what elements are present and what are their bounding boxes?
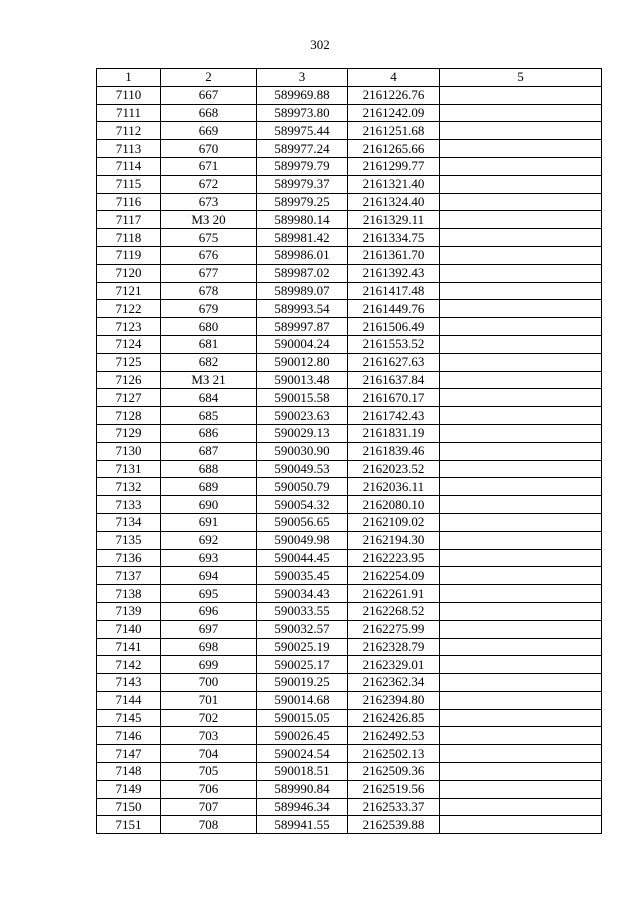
table-cell-col-4: 2161506.49 bbox=[348, 318, 440, 336]
table-cell-col-1: 7115 bbox=[97, 175, 161, 193]
table-cell-col-1: 7123 bbox=[97, 318, 161, 336]
table-cell-col-3: 589979.25 bbox=[257, 193, 348, 211]
table-cell-col-2: 692 bbox=[161, 531, 257, 549]
table-cell-col-1: 7120 bbox=[97, 264, 161, 282]
table-row bbox=[97, 709, 602, 727]
table-row bbox=[97, 620, 602, 638]
table-cell-col-2: МЗ 20 bbox=[161, 211, 257, 229]
table-cell-col-4: 2161329.11 bbox=[348, 211, 440, 229]
table-cell-col-5 bbox=[440, 531, 602, 549]
table-cell-col-3: 589987.02 bbox=[257, 264, 348, 282]
table-cell-col-2: 707 bbox=[161, 798, 257, 816]
table-cell-col-2: 693 bbox=[161, 549, 257, 567]
table-cell-col-2: 671 bbox=[161, 157, 257, 175]
table-row bbox=[97, 638, 602, 656]
table-cell-col-2: 698 bbox=[161, 638, 257, 656]
table-cell-col-5 bbox=[440, 371, 602, 389]
table-cell-col-3: 590015.05 bbox=[257, 709, 348, 727]
table-cell-col-1: 7124 bbox=[97, 335, 161, 353]
table-cell-col-3: 590056.65 bbox=[257, 513, 348, 531]
table-cell-col-5 bbox=[440, 122, 602, 140]
table-row bbox=[97, 175, 602, 193]
table-cell-col-3: 590026.45 bbox=[257, 727, 348, 745]
table-cell-col-3: 590029.13 bbox=[257, 424, 348, 442]
table-cell-col-4: 2161637.84 bbox=[348, 371, 440, 389]
table-cell-col-1: 7116 bbox=[97, 193, 161, 211]
table-cell-col-3: 590012.80 bbox=[257, 353, 348, 371]
table-cell-col-5 bbox=[440, 353, 602, 371]
table-cell-col-5 bbox=[440, 282, 602, 300]
table-cell-col-3: 590014.68 bbox=[257, 691, 348, 709]
table-cell-col-1: 7134 bbox=[97, 513, 161, 531]
table-cell-col-2: 686 bbox=[161, 424, 257, 442]
table-row bbox=[97, 531, 602, 549]
table-cell-col-1: 7151 bbox=[97, 816, 161, 834]
table-cell-col-4: 2162509.36 bbox=[348, 763, 440, 781]
table-cell-col-5 bbox=[440, 140, 602, 158]
table-cell-col-4: 2161449.76 bbox=[348, 300, 440, 318]
table-row bbox=[97, 104, 602, 122]
table-cell-col-3: 589990.84 bbox=[257, 780, 348, 798]
table-cell-col-2: 704 bbox=[161, 745, 257, 763]
table-cell-col-2: 694 bbox=[161, 567, 257, 585]
table-row bbox=[97, 389, 602, 407]
table-cell-col-4: 2161226.76 bbox=[348, 86, 440, 104]
table-cell-col-3: 589997.87 bbox=[257, 318, 348, 336]
table-row bbox=[97, 691, 602, 709]
table-cell-col-2: 700 bbox=[161, 674, 257, 692]
table-cell-col-1: 7131 bbox=[97, 460, 161, 478]
table-cell-col-2: 702 bbox=[161, 709, 257, 727]
table-cell-col-2: 695 bbox=[161, 585, 257, 603]
table-cell-col-2: 703 bbox=[161, 727, 257, 745]
table-cell-col-4: 2162502.13 bbox=[348, 745, 440, 763]
table-cell-col-2: 699 bbox=[161, 656, 257, 674]
table-cell-col-2: 706 bbox=[161, 780, 257, 798]
table-row bbox=[97, 585, 602, 603]
table-cell-col-1: 7126 bbox=[97, 371, 161, 389]
table-cell-col-2: 697 bbox=[161, 620, 257, 638]
table-cell-col-4: 2162492.53 bbox=[348, 727, 440, 745]
table-cell-col-5 bbox=[440, 602, 602, 620]
table-row bbox=[97, 140, 602, 158]
table-cell-col-3: 590025.17 bbox=[257, 656, 348, 674]
table-cell-col-1: 7117 bbox=[97, 211, 161, 229]
table-cell-col-3: 589941.55 bbox=[257, 816, 348, 834]
table-cell-col-4: 2162023.52 bbox=[348, 460, 440, 478]
table-cell-col-2: 677 bbox=[161, 264, 257, 282]
table-cell-col-1: 7143 bbox=[97, 674, 161, 692]
table-cell-col-4: 2161839.46 bbox=[348, 442, 440, 460]
table-cell-col-5 bbox=[440, 193, 602, 211]
table-cell-col-3: 589979.79 bbox=[257, 157, 348, 175]
table-cell-col-5 bbox=[440, 86, 602, 104]
table-cell-col-2: 673 bbox=[161, 193, 257, 211]
table-cell-col-2: 688 bbox=[161, 460, 257, 478]
table-row bbox=[97, 478, 602, 496]
table-cell-col-1: 7149 bbox=[97, 780, 161, 798]
table-cell-col-4: 2162394.80 bbox=[348, 691, 440, 709]
table-cell-col-4: 2162539.88 bbox=[348, 816, 440, 834]
table-cell-col-1: 7110 bbox=[97, 86, 161, 104]
column-header-2: 2 bbox=[161, 69, 257, 87]
table-row bbox=[97, 798, 602, 816]
table-cell-col-5 bbox=[440, 567, 602, 585]
table-cell-col-3: 590004.24 bbox=[257, 335, 348, 353]
table-cell-col-4: 2162362.34 bbox=[348, 674, 440, 692]
table-cell-col-5 bbox=[440, 745, 602, 763]
table-cell-col-2: 690 bbox=[161, 496, 257, 514]
table-cell-col-3: 590015.58 bbox=[257, 389, 348, 407]
table-row bbox=[97, 407, 602, 425]
table-cell-col-4: 2162109.02 bbox=[348, 513, 440, 531]
table-cell-col-4: 2162254.09 bbox=[348, 567, 440, 585]
table-cell-col-1: 7144 bbox=[97, 691, 161, 709]
table-row bbox=[97, 442, 602, 460]
table-cell-col-4: 2161242.09 bbox=[348, 104, 440, 122]
table-row bbox=[97, 300, 602, 318]
table-cell-col-1: 7111 bbox=[97, 104, 161, 122]
table-cell-col-4: 2162519.56 bbox=[348, 780, 440, 798]
table-cell-col-1: 7138 bbox=[97, 585, 161, 603]
column-header-1: 1 bbox=[97, 69, 161, 87]
table-cell-col-2: 705 bbox=[161, 763, 257, 781]
table-cell-col-5 bbox=[440, 211, 602, 229]
table-cell-col-1: 7140 bbox=[97, 620, 161, 638]
table-cell-col-5 bbox=[440, 691, 602, 709]
table-cell-col-5 bbox=[440, 496, 602, 514]
table-cell-col-5 bbox=[440, 674, 602, 692]
table-cell-col-5 bbox=[440, 549, 602, 567]
table-cell-col-1: 7139 bbox=[97, 602, 161, 620]
table-cell-col-1: 7114 bbox=[97, 157, 161, 175]
table-cell-col-1: 7118 bbox=[97, 229, 161, 247]
table-cell-col-2: 689 bbox=[161, 478, 257, 496]
table-cell-col-2: 685 bbox=[161, 407, 257, 425]
column-header-5: 5 bbox=[440, 69, 602, 87]
table-cell-col-1: 7121 bbox=[97, 282, 161, 300]
table-row bbox=[97, 157, 602, 175]
table-row bbox=[97, 460, 602, 478]
table-cell-col-1: 7127 bbox=[97, 389, 161, 407]
table-cell-col-1: 7128 bbox=[97, 407, 161, 425]
table-cell-col-3: 590049.53 bbox=[257, 460, 348, 478]
table-cell-col-4: 2161361.70 bbox=[348, 246, 440, 264]
table-cell-col-4: 2162223.95 bbox=[348, 549, 440, 567]
table-cell-col-5 bbox=[440, 478, 602, 496]
table-cell-col-2: 681 bbox=[161, 335, 257, 353]
table-row bbox=[97, 229, 602, 247]
table-cell-col-3: 589969.88 bbox=[257, 86, 348, 104]
table-cell-col-5 bbox=[440, 460, 602, 478]
table-cell-col-1: 7137 bbox=[97, 567, 161, 585]
table-cell-col-2: 676 bbox=[161, 246, 257, 264]
table-cell-col-4: 2162080.10 bbox=[348, 496, 440, 514]
table-cell-col-4: 2161321.40 bbox=[348, 175, 440, 193]
column-header-3: 3 bbox=[257, 69, 348, 87]
column-header-4: 4 bbox=[348, 69, 440, 87]
table-row bbox=[97, 549, 602, 567]
table-cell-col-1: 7150 bbox=[97, 798, 161, 816]
table-row bbox=[97, 193, 602, 211]
table-cell-col-3: 589977.24 bbox=[257, 140, 348, 158]
table-cell-col-1: 7113 bbox=[97, 140, 161, 158]
table-cell-col-2: 669 bbox=[161, 122, 257, 140]
table-cell-col-5 bbox=[440, 638, 602, 656]
table-cell-col-2: 696 bbox=[161, 602, 257, 620]
table-cell-col-5 bbox=[440, 727, 602, 745]
table-cell-col-1: 7142 bbox=[97, 656, 161, 674]
table-row bbox=[97, 335, 602, 353]
table-row bbox=[97, 424, 602, 442]
table-cell-col-3: 590013.48 bbox=[257, 371, 348, 389]
table-cell-col-1: 7136 bbox=[97, 549, 161, 567]
table-cell-col-3: 590030.90 bbox=[257, 442, 348, 460]
coordinates-table bbox=[96, 68, 602, 834]
table-row bbox=[97, 656, 602, 674]
header-row bbox=[97, 69, 602, 87]
table-cell-col-3: 590018.51 bbox=[257, 763, 348, 781]
table-row bbox=[97, 211, 602, 229]
table-cell-col-5 bbox=[440, 104, 602, 122]
table-row bbox=[97, 318, 602, 336]
table-cell-col-3: 589946.34 bbox=[257, 798, 348, 816]
table-cell-col-3: 590019.25 bbox=[257, 674, 348, 692]
table-cell-col-2: МЗ 21 bbox=[161, 371, 257, 389]
table-cell-col-2: 684 bbox=[161, 389, 257, 407]
table-cell-col-5 bbox=[440, 246, 602, 264]
table-row bbox=[97, 513, 602, 531]
table-cell-col-4: 2162268.52 bbox=[348, 602, 440, 620]
table-cell-col-4: 2162328.79 bbox=[348, 638, 440, 656]
table-cell-col-3: 590035.45 bbox=[257, 567, 348, 585]
table-cell-col-1: 7146 bbox=[97, 727, 161, 745]
table-cell-col-4: 2161334.75 bbox=[348, 229, 440, 247]
table-cell-col-3: 589980.14 bbox=[257, 211, 348, 229]
table-row bbox=[97, 674, 602, 692]
table-cell-col-5 bbox=[440, 389, 602, 407]
table-row bbox=[97, 567, 602, 585]
table-cell-col-2: 670 bbox=[161, 140, 257, 158]
table-cell-col-3: 589993.54 bbox=[257, 300, 348, 318]
table-row bbox=[97, 496, 602, 514]
table-cell-col-4: 2161417.48 bbox=[348, 282, 440, 300]
table-row bbox=[97, 122, 602, 140]
table-cell-col-2: 682 bbox=[161, 353, 257, 371]
table-cell-col-5 bbox=[440, 300, 602, 318]
table-cell-col-2: 691 bbox=[161, 513, 257, 531]
table-cell-col-4: 2161831.19 bbox=[348, 424, 440, 442]
table-cell-col-3: 589975.44 bbox=[257, 122, 348, 140]
table-cell-col-1: 7145 bbox=[97, 709, 161, 727]
table-cell-col-5 bbox=[440, 442, 602, 460]
table-cell-col-3: 590032.57 bbox=[257, 620, 348, 638]
table-cell-col-1: 7147 bbox=[97, 745, 161, 763]
table-cell-col-5 bbox=[440, 816, 602, 834]
table-row bbox=[97, 282, 602, 300]
table-cell-col-1: 7135 bbox=[97, 531, 161, 549]
table-cell-col-3: 589981.42 bbox=[257, 229, 348, 247]
table-cell-col-1: 7112 bbox=[97, 122, 161, 140]
table-cell-col-5 bbox=[440, 709, 602, 727]
table-cell-col-2: 672 bbox=[161, 175, 257, 193]
table-cell-col-5 bbox=[440, 157, 602, 175]
table-cell-col-2: 701 bbox=[161, 691, 257, 709]
table-cell-col-5 bbox=[440, 620, 602, 638]
table-cell-col-5 bbox=[440, 513, 602, 531]
table-cell-col-4: 2162261.91 bbox=[348, 585, 440, 603]
table-cell-col-4: 2162533.37 bbox=[348, 798, 440, 816]
table-cell-col-5 bbox=[440, 656, 602, 674]
table-cell-col-3: 590025.19 bbox=[257, 638, 348, 656]
table-cell-col-5 bbox=[440, 407, 602, 425]
table-cell-col-4: 2161742.43 bbox=[348, 407, 440, 425]
table-cell-col-1: 7148 bbox=[97, 763, 161, 781]
page-number: 302 bbox=[310, 37, 330, 52]
table-cell-col-4: 2161627.63 bbox=[348, 353, 440, 371]
table-cell-col-2: 679 bbox=[161, 300, 257, 318]
table-cell-col-1: 7122 bbox=[97, 300, 161, 318]
table-cell-col-2: 687 bbox=[161, 442, 257, 460]
table-cell-col-1: 7119 bbox=[97, 246, 161, 264]
table-cell-col-3: 590050.79 bbox=[257, 478, 348, 496]
table-cell-col-5 bbox=[440, 585, 602, 603]
table-row bbox=[97, 371, 602, 389]
table-row bbox=[97, 745, 602, 763]
table-cell-col-3: 590023.63 bbox=[257, 407, 348, 425]
table-row bbox=[97, 246, 602, 264]
table-cell-col-1: 7132 bbox=[97, 478, 161, 496]
table-row bbox=[97, 602, 602, 620]
table-cell-col-4: 2162329.01 bbox=[348, 656, 440, 674]
table-cell-col-5 bbox=[440, 335, 602, 353]
table-cell-col-5 bbox=[440, 229, 602, 247]
table-cell-col-2: 708 bbox=[161, 816, 257, 834]
table-cell-col-3: 589986.01 bbox=[257, 246, 348, 264]
table-row bbox=[97, 816, 602, 834]
table-cell-col-1: 7130 bbox=[97, 442, 161, 460]
table-body bbox=[97, 86, 602, 833]
table-cell-col-5 bbox=[440, 780, 602, 798]
table-cell-col-4: 2161553.52 bbox=[348, 335, 440, 353]
table-cell-col-4: 2161299.77 bbox=[348, 157, 440, 175]
table-cell-col-1: 7141 bbox=[97, 638, 161, 656]
table-cell-col-3: 590049.98 bbox=[257, 531, 348, 549]
table-cell-col-5 bbox=[440, 264, 602, 282]
table-row bbox=[97, 727, 602, 745]
table-cell-col-5 bbox=[440, 763, 602, 781]
table-row bbox=[97, 353, 602, 371]
table-cell-col-5 bbox=[440, 175, 602, 193]
table-cell-col-4: 2161324.40 bbox=[348, 193, 440, 211]
table-cell-col-4: 2161251.68 bbox=[348, 122, 440, 140]
table-cell-col-4: 2162036.11 bbox=[348, 478, 440, 496]
table-row bbox=[97, 780, 602, 798]
table-cell-col-2: 678 bbox=[161, 282, 257, 300]
table-row bbox=[97, 763, 602, 781]
table-cell-col-3: 590044.45 bbox=[257, 549, 348, 567]
table-cell-col-2: 675 bbox=[161, 229, 257, 247]
table-cell-col-3: 589979.37 bbox=[257, 175, 348, 193]
table-cell-col-3: 590034.43 bbox=[257, 585, 348, 603]
table-row bbox=[97, 264, 602, 282]
table-row bbox=[97, 86, 602, 104]
table-cell-col-4: 2161670.17 bbox=[348, 389, 440, 407]
table-cell-col-3: 590024.54 bbox=[257, 745, 348, 763]
table-cell-col-4: 2162275.99 bbox=[348, 620, 440, 638]
table-cell-col-4: 2161392.43 bbox=[348, 264, 440, 282]
table-cell-col-4: 2162194.30 bbox=[348, 531, 440, 549]
table-cell-col-3: 589973.80 bbox=[257, 104, 348, 122]
table-cell-col-4: 2161265.66 bbox=[348, 140, 440, 158]
table-cell-col-3: 589989.07 bbox=[257, 282, 348, 300]
table-cell-col-3: 590054.32 bbox=[257, 496, 348, 514]
table-cell-col-1: 7125 bbox=[97, 353, 161, 371]
table-cell-col-3: 590033.55 bbox=[257, 602, 348, 620]
table-cell-col-4: 2162426.85 bbox=[348, 709, 440, 727]
table-cell-col-5 bbox=[440, 798, 602, 816]
table-cell-col-1: 7129 bbox=[97, 424, 161, 442]
table-cell-col-1: 7133 bbox=[97, 496, 161, 514]
table-cell-col-2: 680 bbox=[161, 318, 257, 336]
table-cell-col-5 bbox=[440, 318, 602, 336]
table-cell-col-5 bbox=[440, 424, 602, 442]
table-cell-col-2: 667 bbox=[161, 86, 257, 104]
table-cell-col-2: 668 bbox=[161, 104, 257, 122]
